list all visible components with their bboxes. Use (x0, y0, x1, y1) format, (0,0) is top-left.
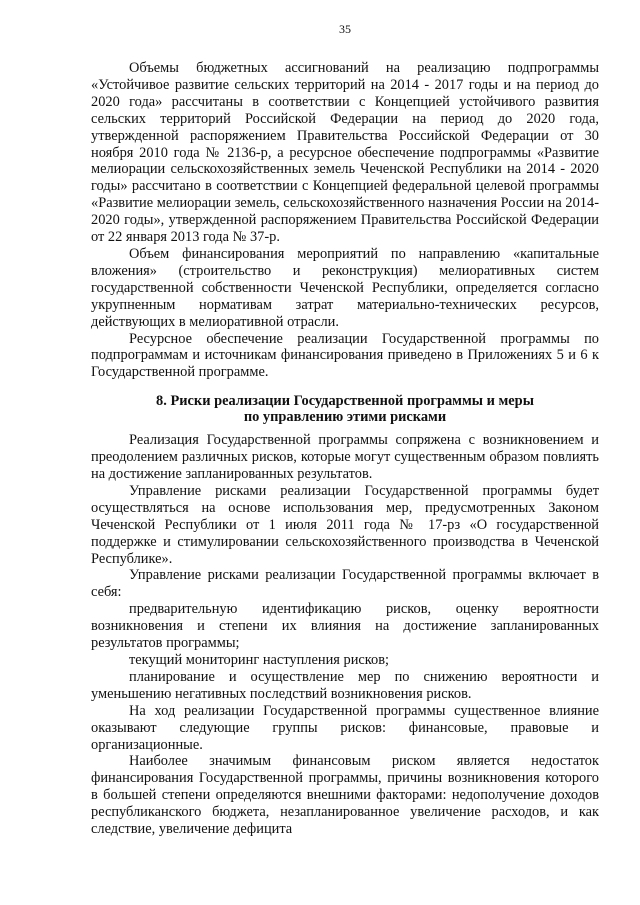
paragraph-risks-intro: Реализация Государственной программы сопряжена с возникновением и преодолением различных рисков, которые могут существенным образом повлиять на достижение запланированных результатов. (91, 432, 599, 483)
document-body (91, 60, 599, 838)
section-heading (91, 394, 599, 425)
paragraph-risk-management-includes: Управление рисками реализации Государственной программы включает в себя: (91, 567, 599, 601)
list-item-identification: предварительную идентификацию рисков, оценку вероятности возникновения и степени их влияния на достижение запланированных результатов программы; (91, 601, 599, 652)
section-heading-line-1: 8. Риски реализации Государственной программы и меры (156, 393, 534, 410)
paragraph-resource-support: Ресурсное обеспечение реализации Государственной программы по подпрограммам и источникам финансирования приведено в Приложениях 5 и 6 к Государственной программе. (91, 330, 599, 381)
paragraph-financial-risk: Наиболее значимым финансовым риском является недостаток финансирования Государственной программы, причины возникновения которого в большей степени определяются внешними факторами: недополучение доходов республиканского бюджета, незапланированное увеличение расходов, и как следствие, увеличение дефицита (91, 753, 599, 838)
paragraph-capital-investment: Объем финансирования мероприятий по направлению «капитальные вложения» (строительство и реконструкция) мелиоративных систем государственной собственности Чеченской Республики, определяется согласно укрупненным нормативам затрат материально-технических ресурсов, действующих в мелиоративной отрасли. (91, 245, 599, 330)
paragraph-budget-allocations: Объемы бюджетных ассигнований на реализацию подпрограммы «Устойчивое развитие сельских территорий на 2014 - 2017 годы и на период до 2020 года» рассчитаны в соответствии с Концепцией устойчивого развития сельских территорий Российской Федерации на период до 2020 года, утвержденной распоряжением Правительства Российской Федерации от 30 ноября 2010 года № 2136-р, а ресурсное обеспечение подпрограммы «Развитие мелиорации сельскохозяйственных земель Чеченской Республики на 2014 - 2020 годы» рассчитано в соответствии с Концепцией федеральной целевой программы «Развитие мелиорации земель, сельскохозяйственного назначения России на 2014-2020 годы», утвержденной распоряжением Правительства Российской Федерации от 22 января 2013 года № 37-р. (91, 60, 599, 246)
section-heading-line-2: по управлению этими рисками (243, 408, 447, 425)
list-item-monitoring: текущий мониторинг наступления рисков; (129, 652, 390, 668)
list-item-planning: планирование и осуществление мер по снижению вероятности и уменьшению негативных последствий возникновения рисков. (91, 668, 599, 702)
paragraph-risk-groups: На ход реализации Государственной программы существенное влияние оказывают следующие группы рисков: финансовые, правовые и организационные. (91, 702, 599, 753)
paragraph-risk-management-basis: Управление рисками реализации Государственной программы будет осуществляться на основе использования мер, предусмотренных Законом Чеченской Республики от 1 июля 2011 года № 17-рз «О государственной поддержке и стимулировании сельскохозяйственного производства в Чеченской Республике». (91, 482, 599, 567)
page-number: 35 (339, 22, 351, 36)
